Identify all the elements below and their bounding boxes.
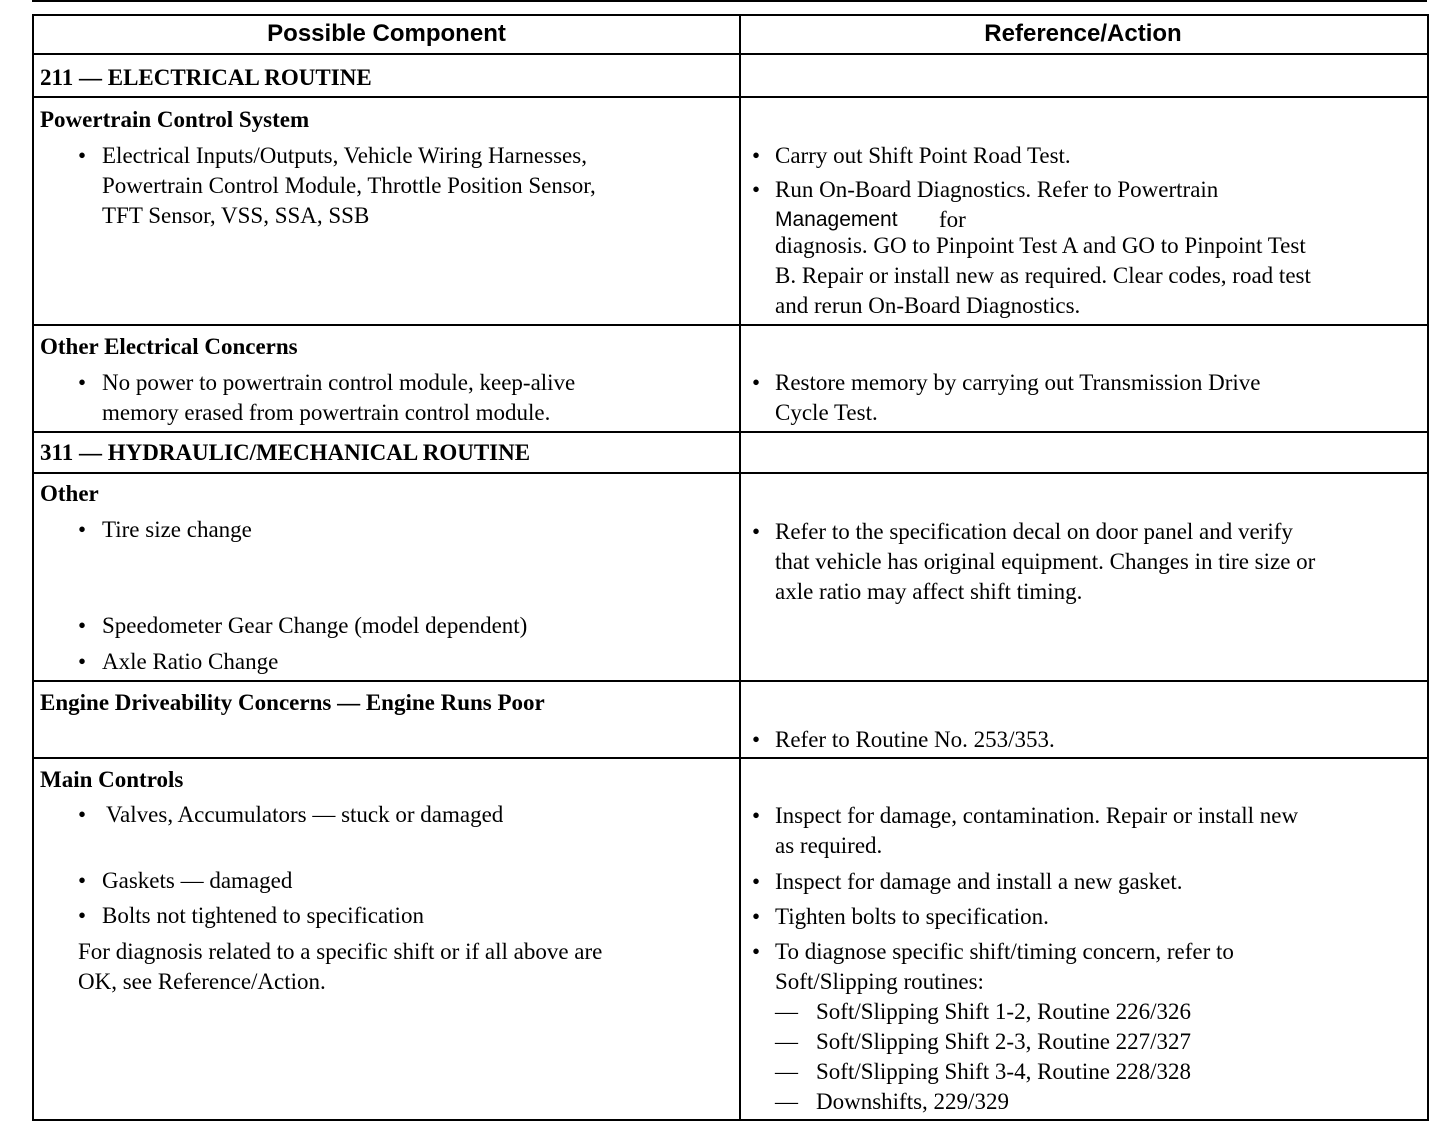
bullet-icon: • xyxy=(752,519,761,544)
action-line: Tighten bolts to specification. xyxy=(775,904,1049,929)
action-line: Carry out Shift Point Road Test. xyxy=(775,143,1071,168)
action-line: Run On-Board Diagnostics. Refer to Powertrain xyxy=(775,177,1219,202)
routine-item: Soft/Slipping Shift 3-4, Routine 228/328 xyxy=(816,1059,1192,1084)
bullet-icon: • xyxy=(752,727,761,752)
top-rule xyxy=(32,0,1427,2)
note-line: For diagnosis related to a specific shift or if all above are xyxy=(78,939,603,964)
bullet-icon: • xyxy=(752,939,761,964)
section-title-hydraulic: 311 — HYDRAULIC/MECHANICAL ROUTINE xyxy=(40,440,531,465)
component-line: Powertrain Control Module, Throttle Position Sensor, xyxy=(102,173,596,198)
routine-item: Downshifts, 229/329 xyxy=(816,1089,1009,1114)
action-line: Restore memory by carrying out Transmission Drive xyxy=(775,370,1261,395)
dash-icon: — xyxy=(775,999,798,1024)
component-line: Bolts not tightened to specification xyxy=(102,903,424,928)
action-line: B. Repair or install new as required. Clear codes, road test xyxy=(775,263,1311,288)
bullet-icon: • xyxy=(78,802,87,827)
component-line: Gaskets — damaged xyxy=(102,868,293,893)
dash-icon: — xyxy=(775,1029,798,1054)
group-heading-other-electrical: Other Electrical Concerns xyxy=(40,334,298,359)
bullet-icon: • xyxy=(752,370,761,395)
action-line: Inspect for damage and install a new gasket. xyxy=(775,869,1183,894)
bullet-icon: • xyxy=(78,370,87,395)
row-divider xyxy=(32,472,1427,474)
action-line: Cycle Test. xyxy=(775,400,878,425)
bullet-icon: • xyxy=(752,177,761,202)
column-divider xyxy=(739,14,741,1119)
action-line: that vehicle has original equipment. Changes in tire size or xyxy=(775,549,1316,574)
bullet-icon: • xyxy=(78,649,87,674)
action-line: Inspect for damage, contamination. Repair or install new xyxy=(775,803,1299,828)
row-divider xyxy=(32,680,1427,682)
component-line: TFT Sensor, VSS, SSA, SSB xyxy=(102,203,370,228)
bullet-icon: • xyxy=(78,613,87,638)
action-line: Management xyxy=(775,208,898,231)
action-line: axle ratio may affect shift timing. xyxy=(775,579,1083,604)
action-line: Refer to the specification decal on door panel and verify xyxy=(775,519,1293,544)
bullet-icon: • xyxy=(78,868,87,893)
section-title-electrical: 211 — ELECTRICAL ROUTINE xyxy=(40,65,372,90)
group-heading-other: Other xyxy=(40,481,99,506)
dash-icon: — xyxy=(775,1089,798,1114)
note-line: OK, see Reference/Action. xyxy=(78,969,326,994)
row-divider xyxy=(32,324,1427,326)
bullet-icon: • xyxy=(78,517,87,542)
column-header-reference: Reference/Action xyxy=(984,20,1182,47)
component-line: Valves, Accumulators — stuck or damaged xyxy=(106,802,504,827)
bullet-icon: • xyxy=(752,869,761,894)
bullet-icon: • xyxy=(78,903,87,928)
component-line: Electrical Inputs/Outputs, Vehicle Wiring Harnesses, xyxy=(102,143,587,168)
row-divider xyxy=(32,96,1427,98)
group-heading-engine: Engine Driveability Concerns — Engine Runs Poor xyxy=(40,690,545,715)
action-line: as required. xyxy=(775,833,883,858)
action-line: diagnosis. GO to Pinpoint Test A and GO to Pinpoint Test xyxy=(775,233,1306,258)
action-line: Soft/Slipping routines: xyxy=(775,969,984,994)
action-line: Refer to Routine No. 253/353. xyxy=(775,727,1055,752)
routine-item: Soft/Slipping Shift 2-3, Routine 227/327 xyxy=(816,1029,1192,1054)
component-line: Tire size change xyxy=(102,517,252,542)
component-line: memory erased from powertrain control module. xyxy=(102,400,551,425)
component-line: No power to powertrain control module, keep-alive xyxy=(102,370,576,395)
dash-icon: — xyxy=(775,1059,798,1084)
routine-item: Soft/Slipping Shift 1-2, Routine 226/326 xyxy=(816,999,1192,1024)
component-line: Axle Ratio Change xyxy=(102,649,279,674)
bullet-icon: • xyxy=(752,803,761,828)
row-divider xyxy=(32,431,1427,433)
action-line: To diagnose specific shift/timing concern, refer to xyxy=(775,939,1234,964)
column-header-component: Possible Component xyxy=(267,20,506,47)
group-heading-powertrain: Powertrain Control System xyxy=(40,107,310,132)
action-line: and rerun On-Board Diagnostics. xyxy=(775,293,1081,318)
component-line: Speedometer Gear Change (model dependent) xyxy=(102,613,528,638)
bullet-icon: • xyxy=(78,143,87,168)
row-divider xyxy=(32,53,1427,55)
action-line: for xyxy=(939,207,966,232)
group-heading-main-controls: Main Controls xyxy=(40,767,184,792)
row-divider xyxy=(32,757,1427,759)
bullet-icon: • xyxy=(752,904,761,929)
bullet-icon: • xyxy=(752,143,761,168)
